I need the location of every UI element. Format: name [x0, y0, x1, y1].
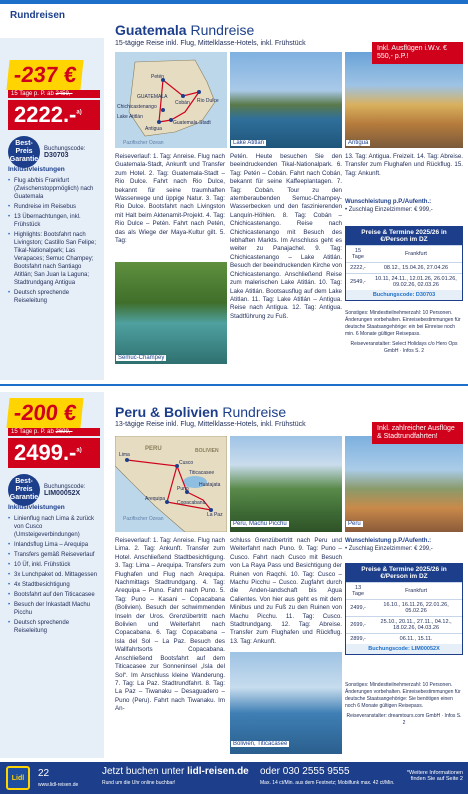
offer1-terms-code: [346, 290, 462, 300]
map-label: Lake Atitlán: [117, 114, 143, 120]
offer2-caption-1: Peru, Machu Picchu: [233, 521, 287, 527]
offer1-price: [8, 100, 100, 130]
footer-note: *Weitere Informationen finden Sie auf Seite 2: [406, 770, 463, 782]
offer1-save-badge: -237 €: [6, 60, 84, 90]
offer1-title-sub: Rundreise: [186, 22, 255, 38]
offer2-wunsch-item: • Zuschlag Einzelzimmer: € 299,-: [345, 546, 433, 552]
list-item: • Transfers gemäß Reiseverlauf: [8, 551, 100, 559]
map-label: Chichicastenango: [117, 104, 157, 110]
map-label: Arequipa: [145, 496, 166, 502]
offer2-title-main: Peru & Bolivien: [115, 404, 219, 420]
offer2-inclusions: [8, 504, 100, 637]
offer2-map: [115, 436, 227, 532]
offer2-terms-code-label: Buchungscode:: [368, 646, 410, 652]
offer2-terms-title: Preise & Termine 2025/26 in €/Person im DZ: [346, 564, 462, 582]
table-row: [346, 600, 462, 617]
table-header: 13 Tage: [346, 583, 370, 600]
offer2-incl-title: Inklusivleistungen: [8, 504, 65, 511]
map-label: Rio Dulce: [197, 98, 219, 104]
offer1-itinerary-col3: 13. Tag: Antigua. Freizeit. 14. Tag: Abreise. Transfer zum Flughafen und Rückflug. 15. Tag: Ankunft.: [345, 153, 463, 177]
footer-phone[interactable]: oder 030 2555 9555: [260, 766, 350, 777]
table-cell: 2549,-: [346, 274, 370, 291]
offer1-operator: Reiseveranstalter: Select Holidays c/o Hero Ops GmbH · Infos S. 2: [350, 341, 458, 354]
offer1-terms-code-value: D30703: [415, 292, 436, 298]
offer1-notes-text: Sonstiges: Mindestteilnehmerzahl: 10 Personen. Änderungen vorbehalten. Einreisebestimmungen für deutsche Staatsangehörige: ein bei Einreise noch min. 6 Monate gültiger Reisepass.: [345, 310, 461, 337]
offer2-price-block: [8, 398, 100, 506]
table-row: [346, 617, 462, 634]
offer1-price-sup: a): [76, 109, 82, 116]
list-item: • 3x Lunchpaket od. Mittagessen: [8, 571, 100, 579]
offer1-bestprice: [8, 136, 100, 168]
offer1-notes: [345, 310, 463, 355]
offer1-terms-code-label: Buchungscode:: [372, 292, 415, 298]
offer2-photo-machu: [230, 436, 342, 532]
offer1-incl-title: Inklusivleistungen: [8, 166, 65, 173]
list-item: • Linienflug nach Lima & zurück von Cusco (Umsteigeverbindungen): [8, 515, 100, 539]
offer1-map: [115, 52, 227, 148]
table-row: [346, 274, 462, 291]
map-label: Antigua: [145, 126, 162, 132]
table-row: [346, 634, 462, 645]
table-cell: 06.11., 15.11.: [370, 634, 462, 645]
offer2-wunsch-title: Wunschleistung p.P./Aufenth.:: [345, 538, 432, 544]
footer-sub2: Max. 14 ct/Min. aus dem Festnetz; Mobilfunk max. 42 ct/Min.: [260, 780, 395, 786]
offer1-excursion-tag: Inkl. Ausflügen i.W.v. € 550,- p.P.!: [372, 42, 463, 64]
offer2-wunsch: [345, 537, 463, 553]
offer2-terms-table: [345, 563, 463, 655]
offer1-photo-semuc: [115, 262, 227, 364]
map-label: Guatemala-Stadt: [173, 120, 211, 126]
list-item: • Highlights: Bootsfahrt nach Livingston; Castillo San Felipe; Tikal-Nationalpark; Las Verapaces; Semuc Champey; Bootsfahrt nach Santiago Atitlán; San Juan la Laguna; Stadtrundgang Antigua: [8, 231, 100, 287]
offer1-price-block: [8, 60, 100, 168]
map-label: Petén: [151, 74, 165, 80]
offer1-inclusions: [8, 166, 100, 307]
map-label: Lima: [119, 452, 130, 458]
offer2-price: [8, 438, 100, 468]
offer1-photo-lake: [230, 52, 342, 148]
offer2-save-badge: -200 €: [6, 398, 84, 428]
offer1-subtitle: 15-tägige Reise inkl. Flug, Mittelklasse-Hotels, inkl. Frühstück: [115, 40, 306, 47]
offer2-caption-2: Peru: [348, 521, 361, 527]
offer1-caption-1: Lake Atitlan: [233, 140, 265, 146]
offer1-wunsch-title: Wunschleistung p.P./Aufenth.:: [345, 199, 432, 205]
offer2-notes: [345, 682, 463, 727]
offer2-itinerary-col1: Reiseverlauf: 1. Tag: Anreise. Flug nach Lima. 2. Tag: Ankunft. Transfer zum Hotel. Anschließend Stadtbesichtigung. 3. Tag: Lima – Arequipa. Transfers zum Flughafen und Flug nach Arequipa. Nachmittags Stadtrundgang. 4. Tag: Arequipa – Puno. Fahrt nach Puno. 5. Tag: Puno – Kasani – Copacabana (Bolivien). Besuch der schwimmenden Inseln der Uros. Grenzübertritt nach Bolivien und Weiterfahrt nach Copacabana. 6. Tag: Copacabana – Isla del Sol – La Paz. Besuch des Wallfahrtsorts Copacabana. Anschließend Bootsfahrt auf dem Titicacasee zur Sonneninsel „Isla del Sol“. Im Anschluss kleine Wanderung. 7. Tag: La Paz. Stadtrundfahrt. 8. Tag: La Paz – Tiwanaku – Desaguadero – Puno (Peru). Fahrt nach Tiwanaku. Im An-: [115, 537, 225, 713]
offer1-photo-antigua: [345, 52, 463, 148]
offer1-old-label: 15 Tage p. P. ab: [11, 91, 54, 97]
offer1-title-main: Guatemala: [115, 22, 187, 38]
offer2-title-sub: Rundreise: [218, 404, 287, 420]
footer-sub1: Rund um die Uhr online buchbar!: [102, 780, 176, 786]
table-cell: 08.12., 15.04.26, 27.04.26: [370, 263, 462, 274]
offer2-code-label: Buchungscode:: [44, 483, 86, 490]
offer2-excursion-tag: Inkl. zahlreicher Ausflüge & Stadtrundfahrten!: [372, 422, 463, 444]
lidl-logo: Lidl: [6, 766, 30, 790]
offer2-old-price-line: [8, 428, 100, 436]
offer2-terms-code-value: LIM00052X: [411, 646, 440, 652]
map-image: [115, 52, 227, 148]
table-header: Frankfurt: [370, 246, 462, 263]
list-item: • Besuch der Inkastadt Machu Picchu: [8, 601, 100, 617]
map-label: BOLIVIEN: [195, 448, 219, 454]
table-row: [346, 263, 462, 274]
offer2-title: [115, 404, 286, 420]
offer1-wunsch-item: • Zuschlag Einzelzimmer: € 999,-: [345, 207, 433, 213]
offer1-itinerary-col2: Petén. Heute besuchen Sie den beeindruckenden Tikal-Nationalpark. 6. Tag: Petén – Cobán. Fahrt nach Cobán, bekannt für seine Kaffeeplantagen. 7. Tag: Cobán. Tour zu den atemberaubenden Semuc-Champey-Wasserbecken und den faszinierenden Lanquín-Höhlen. 8. Tag: Cobán – Chichicastenango. Reise nach Chichicastenango mit Besuch des lebhaften Markts. Im Anschluss geht es weiter zu Panajachel. 9. Tag: Chichicastenango – Lake Atitlán. Besuch der beeindruckenden Kirche von Chichicastenango. Anschließend Reise zum malerischen Lake Atitlán. 10. Tag: Lake Atitlán. Bootsausflug auf dem Lake Atitlan. 11. Tag: Lake Atitlán – Antigua. Reise nach Antigua. 12. Tag: Antigua. Stadtführung zu Fuß.: [230, 153, 342, 320]
offer1-caption-3: Semuc-Champey: [118, 355, 165, 361]
map-label: Cusco: [179, 460, 194, 466]
offer2-caption-3: Bolivien, Titicacasee: [233, 741, 288, 747]
offer1-old-price-line: [8, 90, 100, 98]
offer2-price-value: 2499.-: [14, 440, 77, 465]
map-label: Titicacasee: [189, 470, 215, 476]
offer2-code: LIM00052X: [44, 489, 81, 497]
page-number: 22: [38, 768, 50, 779]
list-item: • 10 Üf, inkl. Frühstück: [8, 561, 100, 569]
map-label: Pazifischer Ozean: [123, 140, 164, 146]
table-cell: 25.10., 20.11., 27.11., 04.12., 18.02.26, 04.03.26: [370, 617, 462, 634]
list-item: • 13 Übernachtungen, inkl. Frühstück: [8, 213, 100, 229]
offer1-code-label: Buchungscode:: [44, 145, 86, 152]
map-label: Puno: [177, 486, 189, 492]
offer1-code: D30703: [44, 151, 69, 159]
list-item: • Rundreise im Reisebus: [8, 203, 100, 211]
map-image: [115, 436, 227, 532]
table-cell: 2899,-: [346, 634, 370, 645]
map-label: Pazifischer Ozean: [123, 516, 164, 522]
map-label: PERU: [145, 446, 162, 452]
list-item: • Inlandsflug Lima – Arequipa: [8, 541, 100, 549]
map-label: GUATEMALA: [137, 94, 168, 100]
list-item: • Deutsch sprechende Reiseleitung: [8, 619, 100, 635]
table-header: 15 Tage: [346, 246, 370, 263]
table-header: Frankfurt: [370, 583, 462, 600]
bestpreis-badge-icon: Best-Preis Garantie: [8, 136, 40, 168]
offer1-wunsch: [345, 198, 463, 214]
footer-booking-line: [102, 766, 249, 777]
table-cell: 10.11, 24.11., 12.01.26, 26.01.26, 09.02.26, 02.03.26: [370, 274, 462, 291]
footer-website-link[interactable]: lidl-reisen.de: [187, 766, 249, 777]
offer2-operator: Reiseveranstalter: dreamtours.com GmbH · Infos S. 2: [346, 713, 462, 726]
offer1-terms-title: Preise & Termine 2025/26 in €/Person im DZ: [346, 227, 462, 245]
offer2-booking-code: [44, 484, 85, 497]
bestpreis-badge-icon: Best-Preis Garantie: [8, 474, 40, 506]
offer2-bestprice: [8, 474, 100, 506]
list-item: • Bootsfahrt auf den Titicacasee: [8, 591, 100, 599]
offer2-terms-code: [346, 644, 462, 654]
footer-bar: [0, 762, 468, 794]
offer2-subtitle: 13-tägige Reise inkl. Flug, Mittelklasse-Hotels, inkl. Frühstück: [115, 421, 306, 428]
table-cell: 16.10., 16.11.26, 22.01.26, 05.02.26: [370, 600, 462, 617]
offer2-photo-peru: [345, 436, 463, 532]
map-label: Cobán: [175, 100, 190, 106]
offer2-photo-titicaca: [230, 652, 342, 754]
list-item: • 4x Stadtbesichtigung: [8, 581, 100, 589]
map-label: Copacabana: [177, 500, 206, 506]
footer-line-prefix: Jetzt buchen unter: [102, 766, 188, 777]
offer1-booking-code: [44, 146, 85, 159]
offer2-price-sup: a): [76, 447, 82, 454]
section-title: Rundreisen: [10, 10, 66, 21]
section-divider: [0, 384, 468, 390]
list-item: • Flug ab/bis Frankfurt (Zwischenstoppmöglich) nach Guatemala: [8, 177, 100, 201]
footer-web-small: www.lidl-reisen.de: [38, 782, 79, 788]
offer1-caption-2: Antigua: [348, 140, 369, 146]
offer2-old-price: 2699,-: [55, 429, 73, 435]
offer1-price-value: 2222.-: [14, 102, 77, 127]
offer2-notes-text: Sonstiges: Mindestteilnehmerzahl: 10 Personen. Änderungen vorbehalten. Einreisebestimmungen für deutsche Staatsangehörige: Sie benötigen einen noch 6 Monate gültigen Reisepass.: [345, 682, 461, 709]
map-label: Huatajata: [199, 482, 221, 488]
offer1-itinerary-col1: Reiseverlauf: 1. Tag: Anreise. Flug nach Guatemala-Stadt, Ankunft und Transfer zum Hotel. 2. Tag: Guatemala-Stadt – Rio Dulce. Fahrt nach Rio Dulce, bekannt für seine traumhaften Wasserwege und üppige Natur. 3. Tag: Rio Dulce. Bootsfahrt nach Livingston mit Halt beim Aktenamit-Projekt. 4. Tag: Rio Dulce – Petén. Fahrt nach Petén, das als Wiege der Maya-Kultur gilt. 5. Tag:: [115, 153, 225, 245]
table-cell: 2499,-: [346, 600, 370, 617]
offer2-itinerary-col2: schluss Grenzübertritt nach Peru und Weiterfahrt nach Puno. 9. Tag: Puno – Cusco. Fahrt nach Cusco mit Besuch von La Raya Pass und Besichtigung der Ruinen von Raqchi. 10. Tag: Cusco – Machu Picchu – Cusco. Zugfahrt durch die Anden-landschaft bis Agua Calientes. Von hier aus geht es mit dem Minibus und zu Fuß zu den Ruinen von Machu Picchu. 11. Tag: Cusco. Stadtrundgang. 12. Tag: Abreise. Transfer zum Flughafen und Rückflug. 13. Tag: Ankunft.: [230, 537, 342, 645]
table-cell: 2222,-: [346, 263, 370, 274]
offer1-old-price: 2459,-: [55, 91, 73, 97]
offer1-terms-table: [345, 226, 463, 301]
table-cell: 2699,-: [346, 617, 370, 634]
list-item: • Deutsch sprechende Reiseleitung: [8, 289, 100, 305]
map-label: La Paz: [207, 512, 223, 518]
offer1-title: [115, 22, 254, 38]
offer2-old-label: 15 Tage p. P. ab: [11, 429, 54, 435]
